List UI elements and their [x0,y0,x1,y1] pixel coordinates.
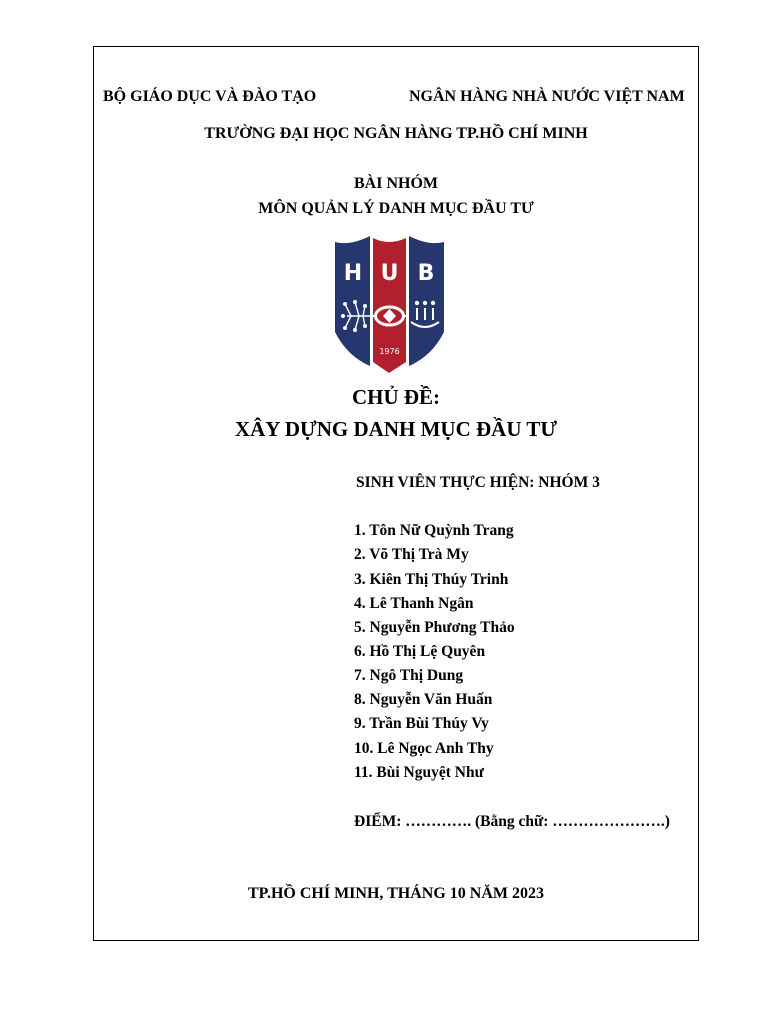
logo-left-panel [335,236,370,366]
topic-label: CHỦ ĐỀ: [351,385,441,409]
member-7: 7. Ngô Thị Dung [354,667,464,684]
assignment-type: BÀI NHÓM [354,175,438,192]
topic-title: XÂY DỰNG DANH MỤC ĐẦU TƯ [234,417,558,441]
bank-name: NGÂN HÀNG NHÀ NƯỚC VIỆT NAM [409,88,685,105]
logo-letter-h: H [343,261,363,286]
logo-letter-u: U [380,261,399,286]
member-6: 6. Hồ Thị Lệ Quyên [354,643,486,660]
logo-year: 1976 [379,347,400,356]
member-4: 4. Lê Thanh Ngân [354,595,474,612]
member-3: 3. Kiên Thị Thúy Trinh [354,571,509,588]
member-5: 5. Nguyễn Phương Thảo [354,619,515,636]
member-9: 9. Trần Bùi Thúy Vy [354,715,489,732]
ministry-name: BỘ GIÁO DỤC VÀ ĐÀO TẠO [103,88,317,105]
university-name: TRƯỜNG ĐẠI HỌC NGÂN HÀNG TP.HỒ CHÍ MINH [204,125,588,142]
hub-logo [333,234,446,374]
logo-right-panel [409,236,444,366]
score-line: ĐIỂM: …………. (Bằng chữ: ………………….) [354,813,670,830]
member-1: 1. Tôn Nữ Quỳnh Trang [354,522,514,539]
course-name: MÔN QUẢN LÝ DANH MỤC ĐẦU TƯ [258,200,534,217]
students-heading: SINH VIÊN THỰC HIỆN: NHÓM 3 [356,474,600,491]
member-2: 2. Võ Thị Trà My [354,546,469,563]
member-10: 10. Lê Ngọc Anh Thy [354,740,494,757]
place-date: TP.HỒ CHÍ MINH, THÁNG 10 NĂM 2023 [247,885,544,902]
logo-letter-b: B [417,261,435,286]
member-8: 8. Nguyễn Văn Huấn [354,691,493,708]
member-11: 11. Bùi Nguyệt Như [354,764,484,781]
